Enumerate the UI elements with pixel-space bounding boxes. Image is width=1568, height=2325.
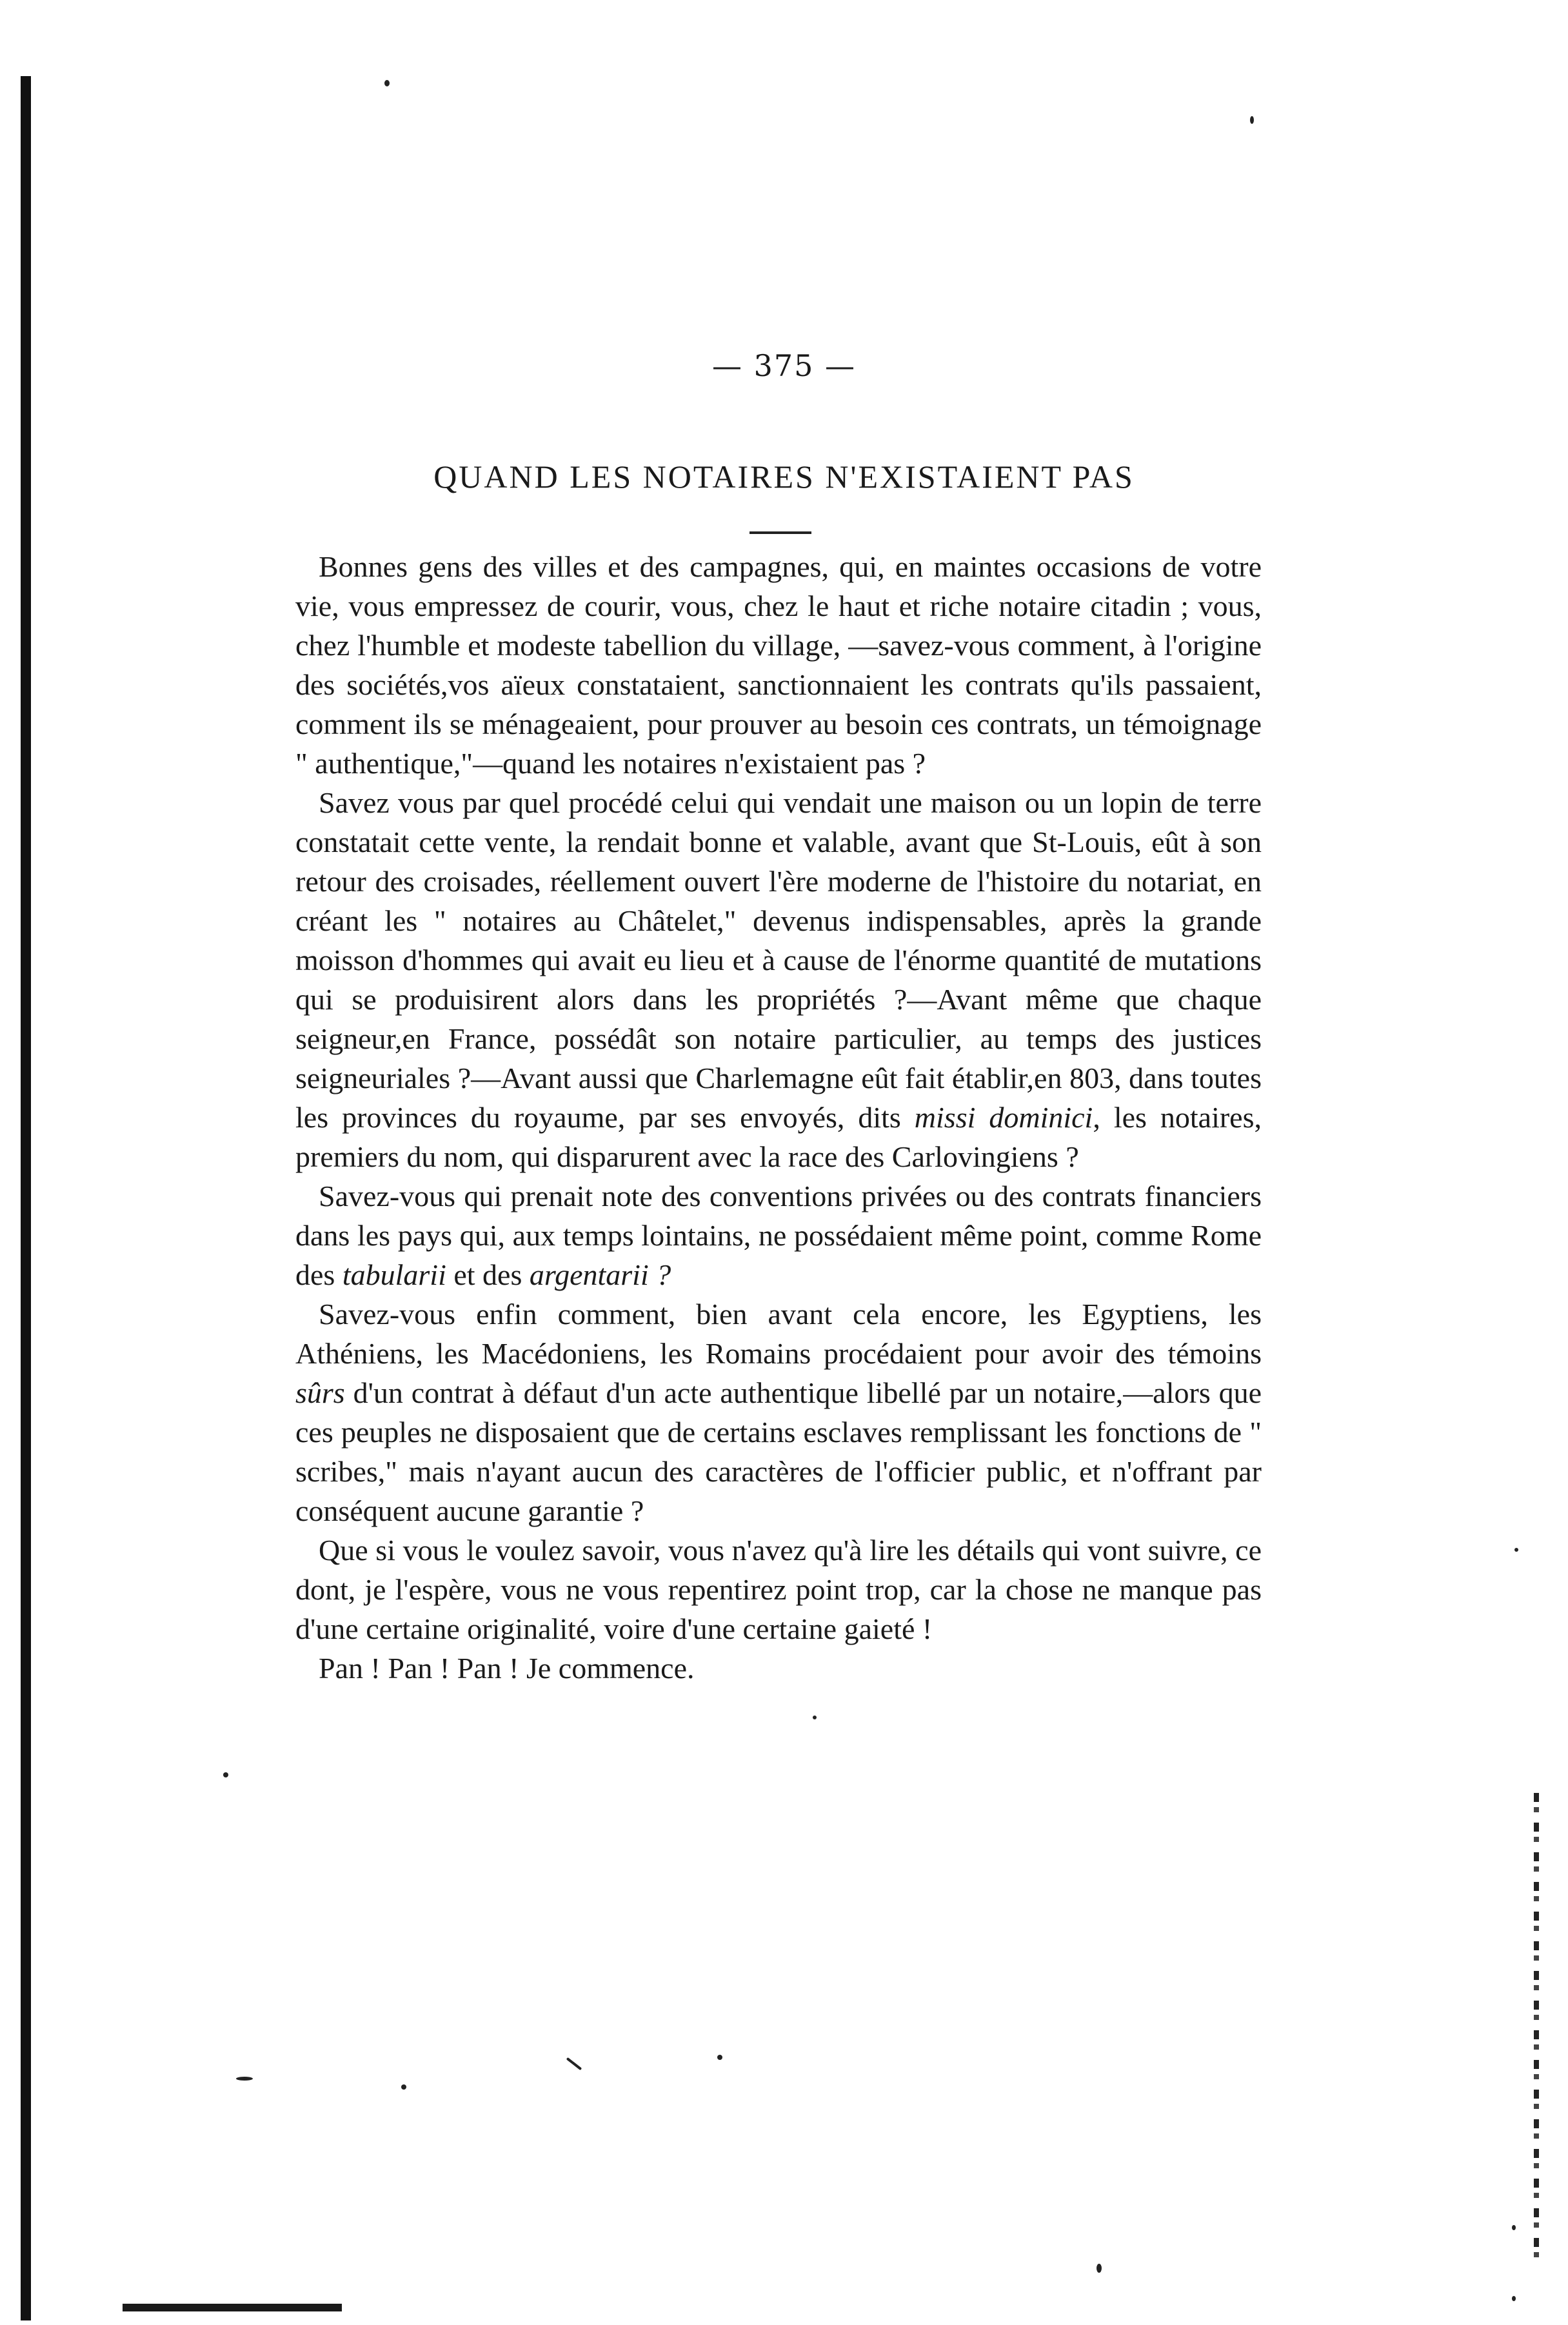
paragraph [295,547,1262,783]
scan-speck [236,2077,253,2081]
paragraph [295,1176,1262,1294]
paragraph-text: Savez vous par quel procédé celui qui vendait une maison ou un lopin de terre constatait cette vente, la rendait bonne et valable, avant que St-Louis, eût à son retour des croisades, réellement ouvert l'ère moderne de l'histoire du notariat, en créant les " notaires au Châtelet," devenus indispensables, après la grande moisson d'hommes qui avait eu lieu et à cause de l'énorme quantité de mutations qui se produisirent alors dans les propriétés ?—Avant même que chaque seigneur,en France, possédât son notaire particulier, au temps des justices seigneuriales ?—Avant aussi que Charlemagne eût fait établir,en 803, dans toutes les provinces du royaume, par ses envoyés, dits [295,786,1262,1134]
scan-border-left [21,76,31,2320]
paragraph-text: Que si vous le voulez savoir, vous n'avez qu'à lire les détails qui vont suivre, ce dont, je l'espère, vous ne vous repentirez point trop, car la chose ne manque pas d'une certaine originalité, voire d'une certaine gaieté ! [295,1534,1262,1645]
scan-speck [1097,2264,1102,2273]
italic-text: sûrs [295,1376,345,1409]
scan-speck [1512,2296,1516,2301]
italic-text: missi dominici [914,1101,1093,1134]
paragraph [295,1294,1262,1530]
scan-speck [401,2084,406,2090]
scan-speck [1512,2225,1516,2230]
scan-border-right [1534,1793,1539,2257]
paragraph [295,1648,1262,1688]
scan-speck [813,1716,817,1719]
paragraph-text: et des [446,1258,530,1291]
paragraph-text: Pan ! Pan ! Pan ! Je commence. [319,1652,695,1685]
scan-border-bottom [123,2304,342,2311]
scan-speck [1250,116,1254,124]
chapter-title: QUAND LES NOTAIRES N'EXISTAIENT PAS [433,459,1135,495]
paragraph-text: Savez-vous enfin comment, bien avant cela encore, les Egyptiens, les Athéniens, les Macédoniens, les Romains procédaient pour avoir des témoins [295,1298,1262,1370]
paragraph-text: Bonnes gens des villes et des campagnes, qui, en maintes occasions de votre vie, vous empressez de courir, vous, chez le haut et riche notaire citadin ; vous, chez l'humble et modeste tabellion du village, —savez-vous comment, à l'origine des sociétés,vos aïeux constataient, sanctionnaient les contrats qu'ils passaient, comment ils se ménageaient, pour prouver au besoin ces contrats, un témoignage " authentique,"—quand les notaires n'existaient pas ? [295,550,1262,780]
italic-text: tabularii [342,1258,446,1291]
body-text [295,547,1262,1688]
page-number: — 375 — [711,348,857,383]
paragraph [295,1530,1262,1648]
paragraph-text: d'un contrat à défaut d'un acte authentique libellé par un notaire,—alors que ces peuples ne disposaient que de certains esclaves remplissant les fonctions de " scribes," mais n'ayant aucun des caractères de l'officier public, et n'offrant par conséquent aucune garantie ? [295,1376,1262,1527]
paragraph-text: , les notaires, premiers du nom, qui disparurent avec la race des Carlovingiens ? [295,1101,1262,1173]
scan-speck [566,2057,582,2070]
scan-speck [717,2055,722,2060]
italic-text: argentarii ? [529,1258,671,1291]
paragraph-text: Savez-vous qui prenait note des conventions privées ou des contrats financiers dans les pays qui, aux temps lointains, ne possédaient même point, comme Rome des [295,1180,1262,1291]
scan-speck [223,1772,228,1777]
scan-speck [384,80,390,86]
title-divider [749,531,811,534]
paragraph [295,783,1262,1176]
scan-speck [1514,1548,1518,1552]
